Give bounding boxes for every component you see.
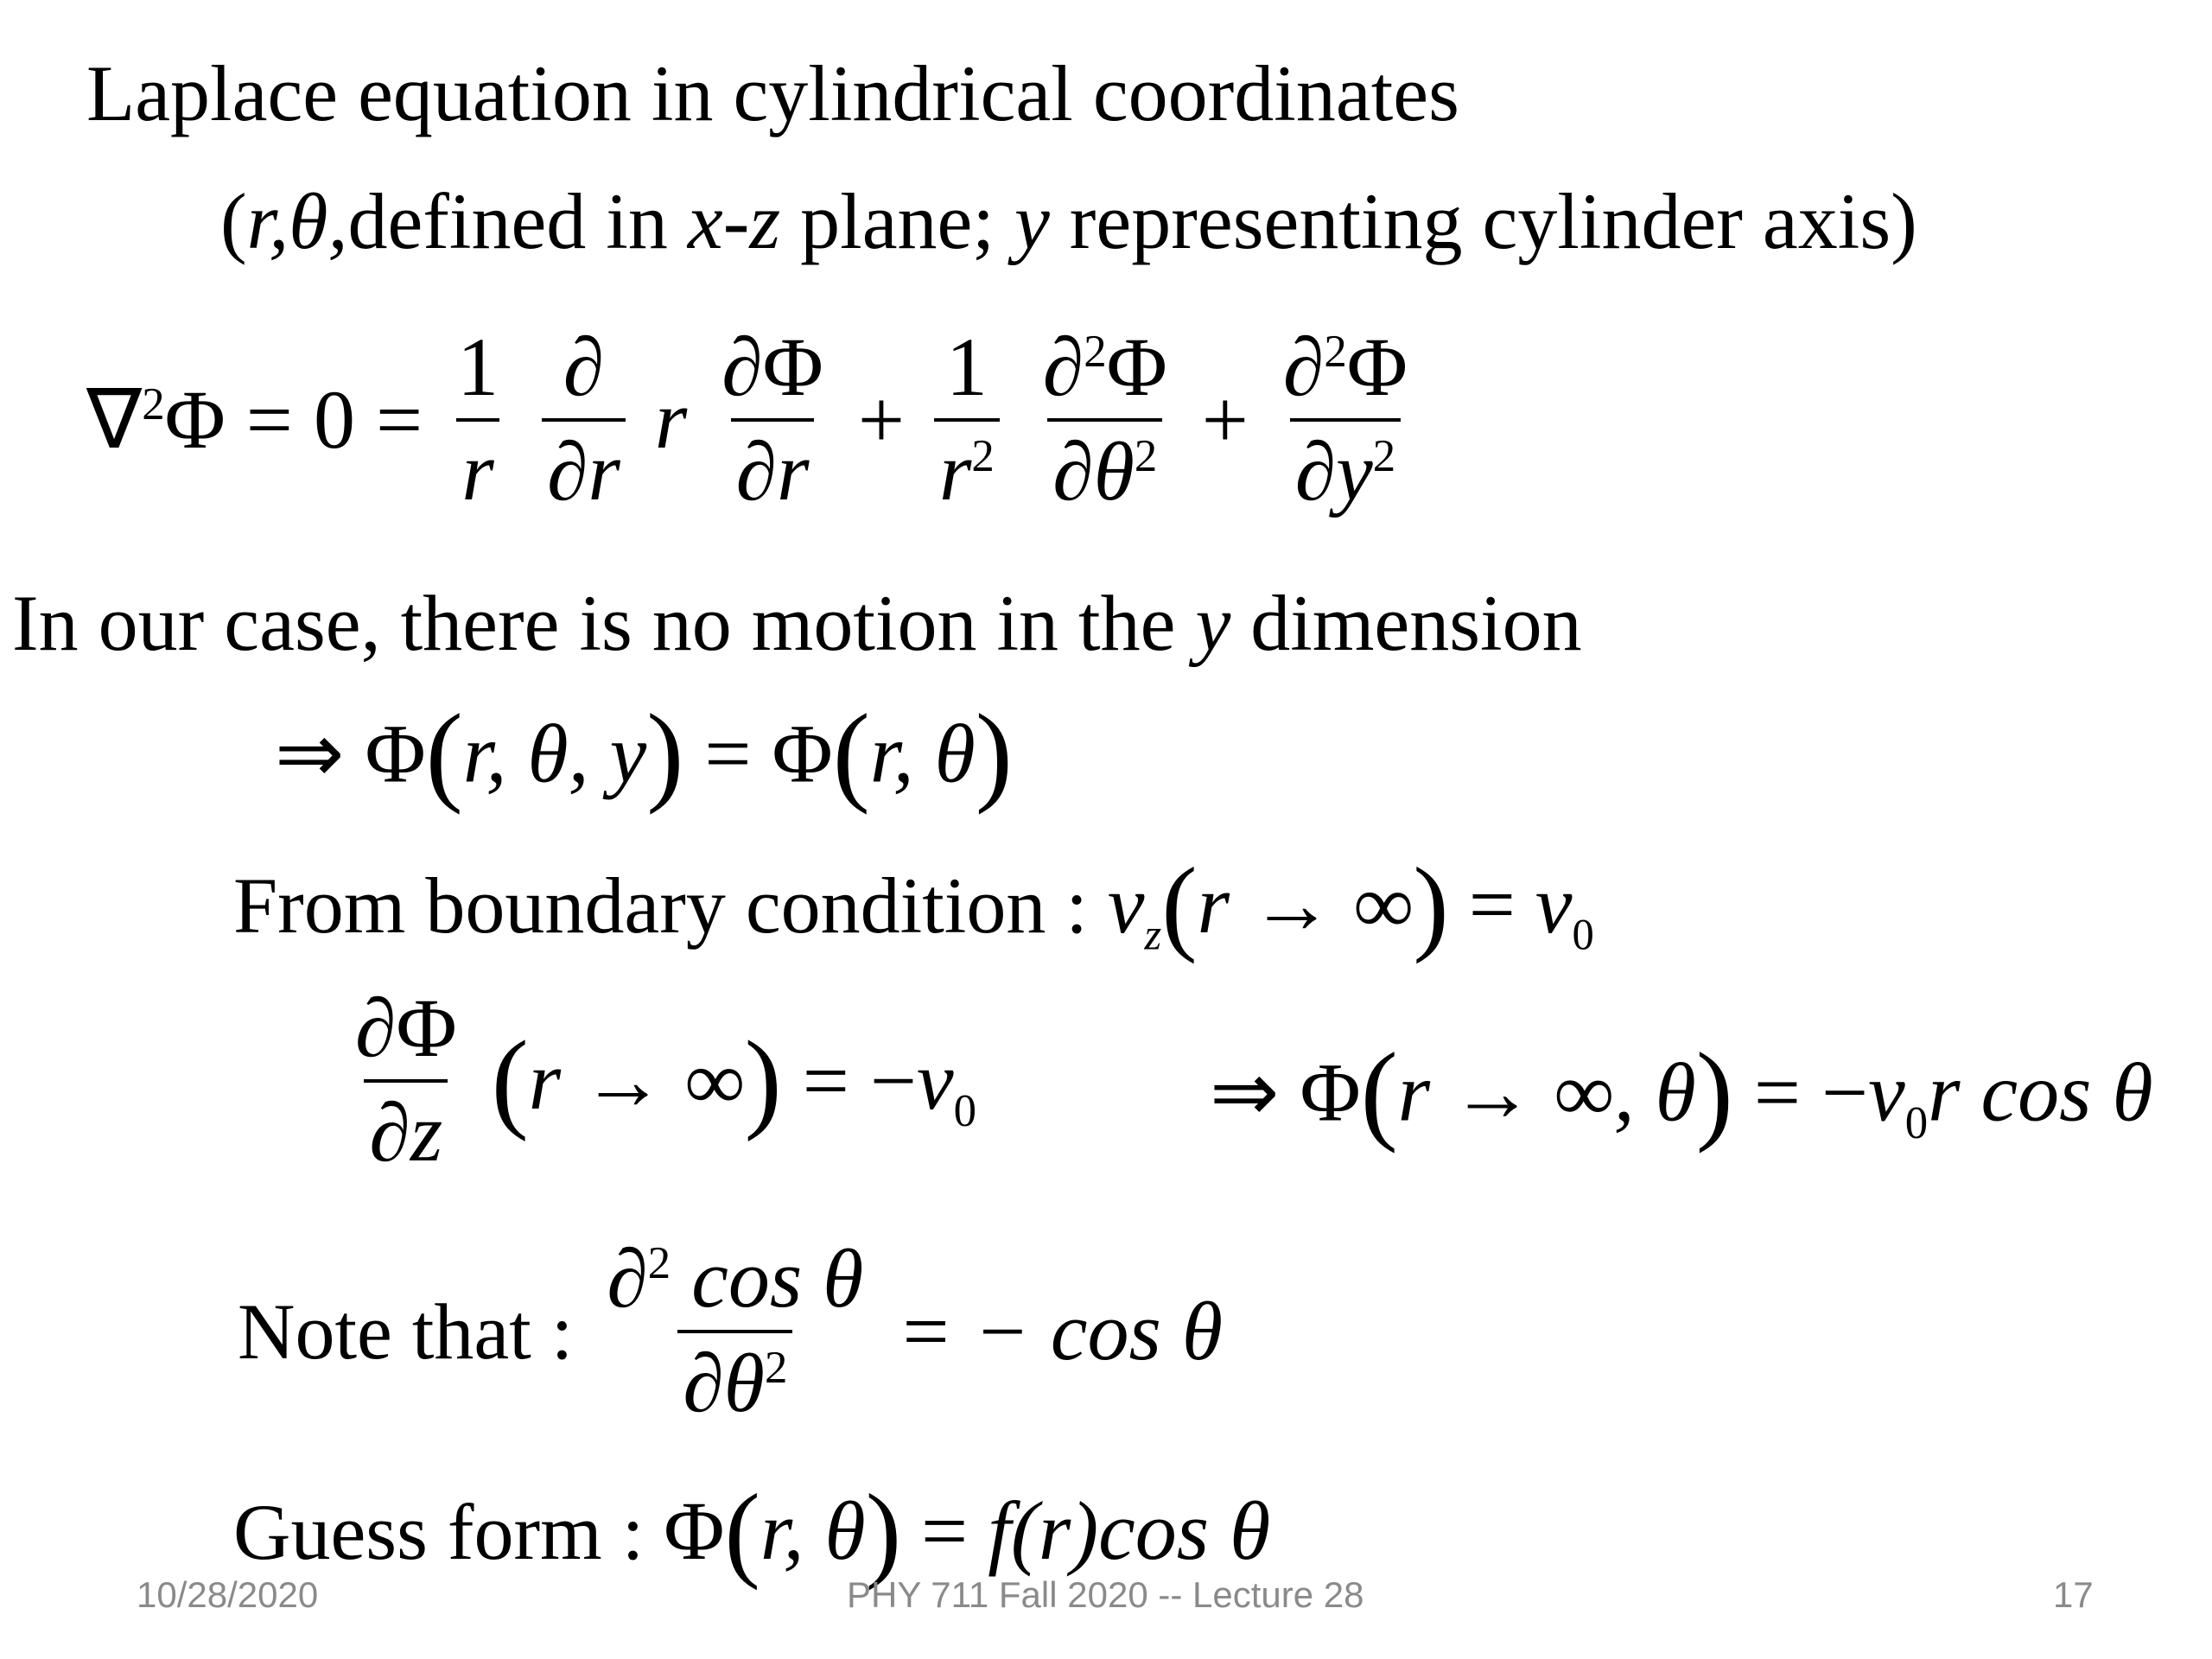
frac-num: 1 bbox=[945, 321, 988, 413]
guess-form bbox=[233, 1471, 1271, 1591]
frac-dphi-dz bbox=[350, 982, 462, 1179]
footer-course: PHY 711 Fall 2020 -- Lecture 28 bbox=[847, 1574, 1364, 1615]
frac-den bbox=[1047, 418, 1162, 516]
implies-arrow: ⇒ bbox=[275, 707, 345, 800]
cos-term: cos θ bbox=[1098, 1484, 1271, 1578]
paren-open: ( bbox=[1360, 1031, 1398, 1154]
subtitle-plane: x-z bbox=[687, 177, 781, 265]
phi-symbol: Φ bbox=[1346, 321, 1408, 413]
phi-args: r, θ, y bbox=[462, 707, 647, 800]
subtitle-axis: y bbox=[1014, 177, 1050, 265]
exponent: 2 bbox=[1134, 430, 1158, 481]
subtitle bbox=[220, 177, 1917, 265]
phi-reduction bbox=[275, 692, 1013, 816]
phi-args: r, θ bbox=[869, 707, 976, 800]
phi-args: r, θ bbox=[760, 1484, 866, 1578]
nabla: ∇ bbox=[86, 372, 143, 466]
dtheta: ∂θ bbox=[683, 1336, 765, 1429]
guess-label: Guess form : bbox=[233, 1488, 664, 1577]
dtheta: ∂θ bbox=[1052, 424, 1135, 518]
partial-symbol: ∂ bbox=[607, 1232, 648, 1325]
boundary-condition bbox=[233, 845, 1594, 964]
note-label: Note that : bbox=[238, 1287, 594, 1376]
footer-date: 10/28/2020 bbox=[137, 1574, 319, 1615]
frac-num: ∂Φ bbox=[355, 982, 457, 1074]
nabla-exponent: 2 bbox=[142, 378, 165, 429]
paren-close: ) bbox=[744, 1019, 782, 1142]
asymptote-arg: r → ∞, θ bbox=[1397, 1046, 1696, 1139]
frac-den bbox=[1290, 418, 1401, 516]
slide-title bbox=[86, 49, 1459, 137]
subtitle-text-2: plane; bbox=[780, 177, 1014, 265]
velocity-symbol: v bbox=[1535, 858, 1573, 951]
case-text-2: dimension bbox=[1230, 579, 1582, 667]
phi-symbol: Φ bbox=[365, 707, 426, 800]
frac-den bbox=[934, 418, 1000, 516]
frac-den: r bbox=[456, 418, 499, 516]
plus-sign: + bbox=[1201, 372, 1249, 466]
velocity-subscript: z bbox=[1144, 910, 1162, 959]
subtitle-paren: ( bbox=[220, 177, 247, 265]
frac-den: ∂r bbox=[731, 418, 815, 516]
footer-page-number: 17 bbox=[2053, 1574, 2094, 1615]
plus-sign: + bbox=[857, 372, 905, 466]
limit-arg: r → ∞ bbox=[528, 1033, 745, 1127]
partial-symbol: ∂ bbox=[1042, 321, 1084, 413]
paren-close: ) bbox=[975, 692, 1013, 816]
velocity-subscript: 0 bbox=[1904, 1097, 1929, 1148]
f-of-r: f(r) bbox=[988, 1484, 1099, 1578]
partial-symbol: ∂ bbox=[1282, 321, 1325, 413]
note-rhs: = − cos θ bbox=[897, 1284, 1224, 1377]
velocity-subscript: 0 bbox=[1572, 910, 1594, 959]
case-statement bbox=[12, 579, 1582, 667]
frac-num bbox=[1038, 321, 1173, 418]
frac-d2phi-dy2 bbox=[1278, 321, 1413, 518]
exponent: 2 bbox=[764, 1342, 788, 1393]
paren-open: ( bbox=[724, 1471, 760, 1591]
laplace-equation bbox=[86, 321, 1421, 518]
paren-open: ( bbox=[491, 1019, 529, 1142]
paren-open: ( bbox=[425, 692, 463, 816]
paren-open: ( bbox=[1161, 845, 1198, 964]
frac-num: ∂ bbox=[563, 321, 605, 413]
frac-num bbox=[601, 1232, 868, 1330]
phi-symbol: Φ bbox=[1300, 1046, 1361, 1139]
note-identity bbox=[238, 1232, 1224, 1429]
phi-symbol: Φ bbox=[664, 1484, 725, 1578]
subtitle-text-1: defined in bbox=[347, 177, 688, 265]
exponent: 2 bbox=[1324, 327, 1347, 377]
velocity-symbol: v bbox=[917, 1033, 954, 1127]
paren-close: ) bbox=[865, 1471, 902, 1591]
implies-arrow: ⇒ bbox=[1210, 1046, 1280, 1139]
frac-num bbox=[1278, 321, 1413, 418]
r-symbol: r bbox=[938, 424, 972, 518]
paren-close: ) bbox=[1695, 1031, 1733, 1154]
equals-sign: = bbox=[921, 1484, 969, 1578]
equals-sign: = bbox=[1468, 858, 1516, 951]
boundary-arg: r → ∞ bbox=[1197, 858, 1414, 951]
frac-num: ∂Φ bbox=[721, 321, 823, 413]
paren-close: ) bbox=[646, 692, 684, 816]
equals-sign: = bbox=[704, 707, 752, 800]
boundary-label: From boundary condition : bbox=[233, 861, 1108, 950]
phi-equals-zero: Φ = 0 = bbox=[164, 372, 423, 466]
paren-open: ( bbox=[832, 692, 870, 816]
case-text-1: In our case, there is no motion in the bbox=[12, 579, 1196, 667]
frac-den bbox=[677, 1330, 792, 1427]
gradient-limit bbox=[491, 1019, 977, 1142]
cos-term: cos θ bbox=[671, 1232, 864, 1325]
subtitle-vars: r,θ, bbox=[246, 177, 348, 265]
exponent: 2 bbox=[1084, 327, 1107, 377]
laplace-lhs bbox=[86, 373, 423, 466]
potential-gradient bbox=[341, 982, 977, 1179]
exponent: 2 bbox=[971, 430, 995, 481]
frac-num: 1 bbox=[457, 321, 499, 413]
frac-d2phi-dtheta2 bbox=[1038, 321, 1173, 518]
equals-minus: = − bbox=[802, 1033, 917, 1127]
velocity-symbol: v bbox=[1107, 858, 1145, 951]
exponent: 2 bbox=[647, 1238, 671, 1288]
title-text: Laplace equation in cylindrical coordinates bbox=[86, 49, 1459, 137]
exponent: 2 bbox=[1372, 430, 1396, 481]
potential-asymptote bbox=[1210, 1031, 2153, 1154]
frac-one-over-r bbox=[452, 321, 504, 518]
frac-one-over-r2 bbox=[934, 321, 1000, 518]
frac-partial-r bbox=[542, 321, 626, 518]
velocity-subscript: 0 bbox=[953, 1085, 977, 1136]
paren-close: ) bbox=[1413, 845, 1449, 964]
frac-dphi-dr bbox=[716, 321, 829, 518]
frac-den: ∂z bbox=[364, 1079, 448, 1177]
velocity-symbol: v bbox=[1868, 1046, 1905, 1139]
frac-d2cos bbox=[601, 1232, 868, 1429]
equals-minus: = − bbox=[1753, 1046, 1869, 1139]
phi-symbol: Φ bbox=[1106, 321, 1167, 413]
case-y: y bbox=[1195, 579, 1231, 667]
phi-symbol: Φ bbox=[772, 707, 833, 800]
r-factor: r bbox=[654, 372, 688, 466]
asymptote-rest: r cos θ bbox=[1928, 1046, 2153, 1139]
subtitle-text-3: representing cylinder axis) bbox=[1049, 177, 1917, 265]
frac-den: ∂r bbox=[542, 418, 626, 516]
dy: ∂y bbox=[1294, 424, 1373, 518]
